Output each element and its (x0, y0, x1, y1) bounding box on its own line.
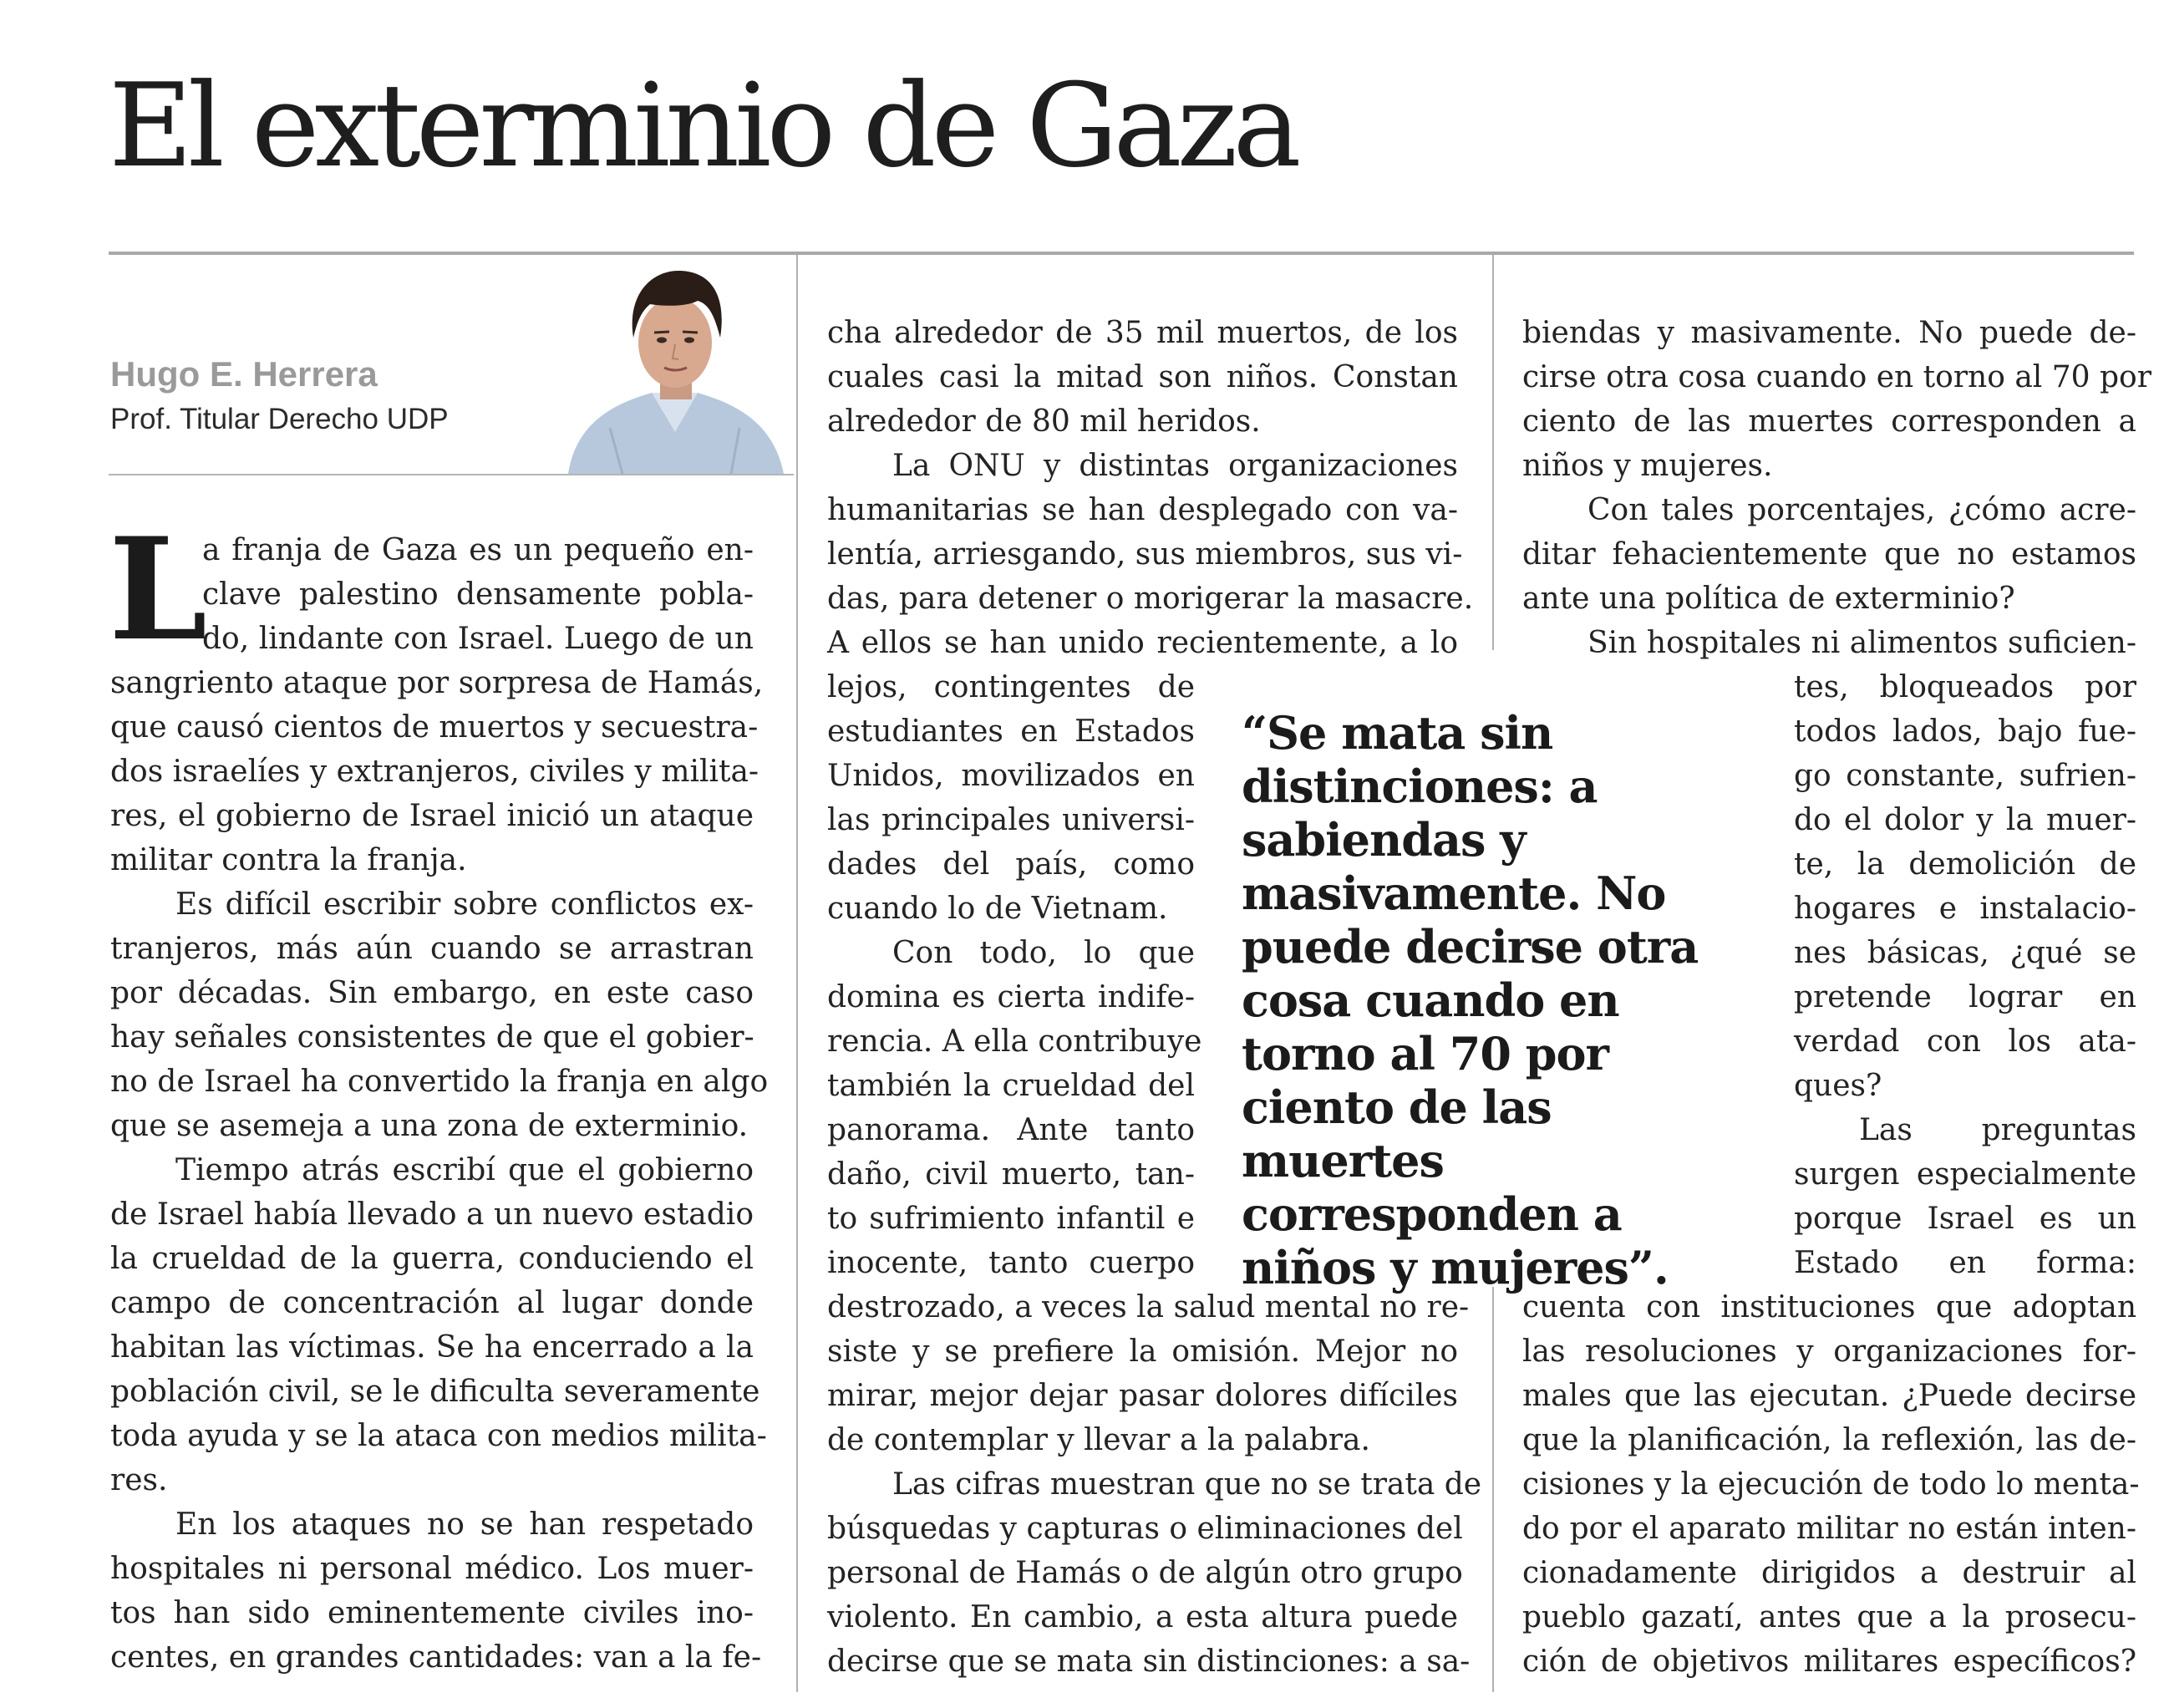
text-line: do, lindante con Israel. Luego de un (202, 622, 754, 656)
text-line: ante una política de exterminio? (1522, 582, 2015, 616)
article-column-1 (109, 506, 769, 1680)
text-line: mirar, mejor dejar pasar dolores difíciles (827, 1379, 1458, 1413)
text-line: búsquedas y capturas o eliminaciones del (827, 1512, 1463, 1546)
text-line: daño, civil muerto, tan- (827, 1157, 1195, 1192)
text-line: ditar fehacientemente que no estamos (1522, 537, 2136, 572)
text-line: Las cifras muestran que no se trata de (892, 1467, 1482, 1502)
top-divider (109, 252, 2134, 255)
author-name: Hugo E. Herrera (110, 354, 378, 394)
text-line: la crueldad de la guerra, conduciendo el (110, 1242, 754, 1276)
column-divider-2-top (1492, 255, 1494, 650)
text-line: campo de concentración al lugar donde (110, 1286, 754, 1320)
text-line: de contemplar y llevar a la palabra. (827, 1423, 1370, 1457)
text-line: Con tales porcentajes, ¿cómo acre- (1588, 493, 2136, 527)
column-divider-2-bottom (1492, 1287, 1494, 1692)
text-line: toda ayuda y se la ataca con medios milita- (110, 1419, 767, 1453)
text-line: verdad con los ata- (1794, 1024, 2136, 1059)
text-line: a franja de Gaza es un pequeño en- (202, 533, 754, 567)
author-divider (109, 474, 794, 475)
text-line: cionadamente dirigidos a destruir al (1522, 1556, 2136, 1590)
text-line: cuales casi la mitad son niños. Constan (827, 360, 1458, 394)
text-line: En los ataques no se han respetado (175, 1507, 754, 1542)
text-line: hospitales ni personal médico. Los muer- (110, 1552, 754, 1586)
text-line: no de Israel ha convertido la franja en algo (110, 1065, 769, 1099)
text-line: hay señales consistentes de que el gobier- (110, 1020, 754, 1055)
text-line: Estado en forma: (1794, 1246, 2136, 1280)
text-line: inocente, tanto cuerpo (827, 1246, 1195, 1280)
text-line: las principales universi- (827, 803, 1195, 837)
text-line: destrozado, a veces la salud mental no re- (827, 1290, 1470, 1324)
text-line: La ONU y distintas organizaciones (892, 449, 1458, 483)
text-line: A ellos se han unido recientemente, a lo (827, 626, 1458, 660)
text-line: hogares e instalacio- (1794, 892, 2136, 926)
text-line: centes, en grandes cantidades: van a la fe- (110, 1640, 762, 1675)
text-line: habitan las víctimas. Se ha encerrado a la (110, 1330, 754, 1365)
text-line: to sufrimiento infantil e (827, 1202, 1195, 1236)
pull-quote: “Se mata sin distinciones: a sabiendas y masivamente. No puede decirse otra cosa cuando en torno al 70 por ciento de las muertes corresponden a niños y mujeres”. (1242, 706, 1699, 1294)
text-line: dos israelíes y extranjeros, civiles y milita- (110, 755, 759, 789)
text-line: tranjeros, más aún cuando se arrastran (110, 932, 754, 966)
text-line: alrededor de 80 mil heridos. (827, 404, 1261, 439)
text-line: dades del país, como (827, 847, 1195, 882)
text-line: militar contra la franja. (110, 843, 467, 877)
text-line: cha alrededor de 35 mil muertos, de los (827, 316, 1458, 350)
text-line: sangriento ataque por sorpresa de Hamás, (110, 666, 764, 700)
text-line: tes, bloqueados por (1794, 670, 2136, 704)
text-line: cirse otra cosa cuando en torno al 70 por (1522, 360, 2151, 394)
text-line: nes básicas, ¿qué se (1794, 936, 2136, 970)
author-portrait-image (560, 261, 790, 474)
text-line: ques? (1794, 1069, 1882, 1103)
text-line: las resoluciones y organizaciones for- (1522, 1334, 2136, 1369)
text-line: lejos, contingentes de (827, 670, 1195, 704)
author-title: Prof. Titular Derecho UDP (110, 403, 449, 435)
text-line: do por el aparato militar no están inten- (1522, 1512, 2136, 1546)
text-line: decirse que se mata sin distinciones: a sa- (827, 1644, 1471, 1679)
text-line: domina es cierta indife- (827, 980, 1195, 1014)
text-line: rencia. A ella contribuye (827, 1024, 1202, 1059)
text-line: das, para detener o morigerar la masacre. (827, 582, 1474, 616)
text-line: Unidos, movilizados en (827, 759, 1195, 793)
text-line: estudiantes en Estados (827, 714, 1195, 749)
column-divider-1 (796, 255, 798, 1692)
text-line: que causó cientos de muertos y secuestra- (110, 710, 759, 745)
drop-cap: L (109, 506, 208, 672)
text-line: res. (110, 1463, 168, 1497)
text-line: Las preguntas (1859, 1113, 2136, 1147)
text-line: Es difícil escribir sobre conflictos ex- (175, 887, 754, 922)
text-line: también la crueldad del (827, 1069, 1195, 1103)
text-line: Sin hospitales ni alimentos suficien- (1588, 626, 2136, 660)
text-line: siste y se prefiere la omisión. Mejor no (827, 1334, 1458, 1369)
text-line: cuenta con instituciones que adoptan (1522, 1290, 2136, 1324)
text-line: de Israel había llevado a un nuevo estadio (110, 1197, 754, 1232)
text-line: población civil, se le dificulta severamente (110, 1375, 760, 1409)
text-line: pretende lograr en (1794, 980, 2136, 1014)
text-line: Con todo, lo que (892, 936, 1195, 970)
text-line: biendas y masivamente. No puede de- (1522, 316, 2136, 350)
text-line: males que las ejecutan. ¿Puede decirse (1522, 1379, 2136, 1413)
text-line: te, la demolición de (1794, 847, 2136, 882)
text-line: humanitarias se han desplegado con va- (827, 493, 1458, 527)
text-line: pueblo gazatí, antes que a la prosecu- (1522, 1600, 2136, 1634)
text-line: violento. En cambio, a esta altura puede (827, 1600, 1458, 1634)
text-line: todos lados, bajo fue- (1794, 714, 2136, 749)
text-line: ción de objetivos militares específicos? (1522, 1644, 2136, 1679)
text-line: cisiones y la ejecución de todo lo menta- (1522, 1467, 2140, 1502)
text-line: tos han sido eminentemente civiles ino- (110, 1596, 754, 1630)
text-line: porque Israel es un (1794, 1202, 2136, 1236)
text-line: que se asemeja a una zona de exterminio. (110, 1109, 749, 1143)
text-line: personal de Hamás o de algún otro grupo (827, 1556, 1463, 1590)
text-line: surgen especialmente (1794, 1157, 2136, 1192)
text-line: go constante, sufrien- (1794, 759, 2136, 793)
text-line: cuando lo de Vietnam. (827, 892, 1168, 926)
text-line: ciento de las muertes corresponden a (1522, 404, 2136, 439)
headline: El exterminio de Gaza (109, 58, 1297, 193)
author-portrait (560, 261, 790, 474)
text-line: res, el gobierno de Israel inició un ataque (110, 799, 754, 833)
text-line: lentía, arriesgando, sus miembros, sus vi- (827, 537, 1463, 572)
text-line: panorama. Ante tanto (827, 1113, 1195, 1147)
text-line: do el dolor y la muer- (1794, 803, 2136, 837)
text-line: por décadas. Sin embargo, en este caso (110, 976, 754, 1010)
text-line: niños y mujeres. (1522, 449, 1773, 483)
text-line: que la planificación, la reflexión, las de- (1522, 1423, 2136, 1457)
text-line: Tiempo atrás escribí que el gobierno (175, 1153, 754, 1187)
text-line: clave palestino densamente pobla- (202, 577, 754, 612)
